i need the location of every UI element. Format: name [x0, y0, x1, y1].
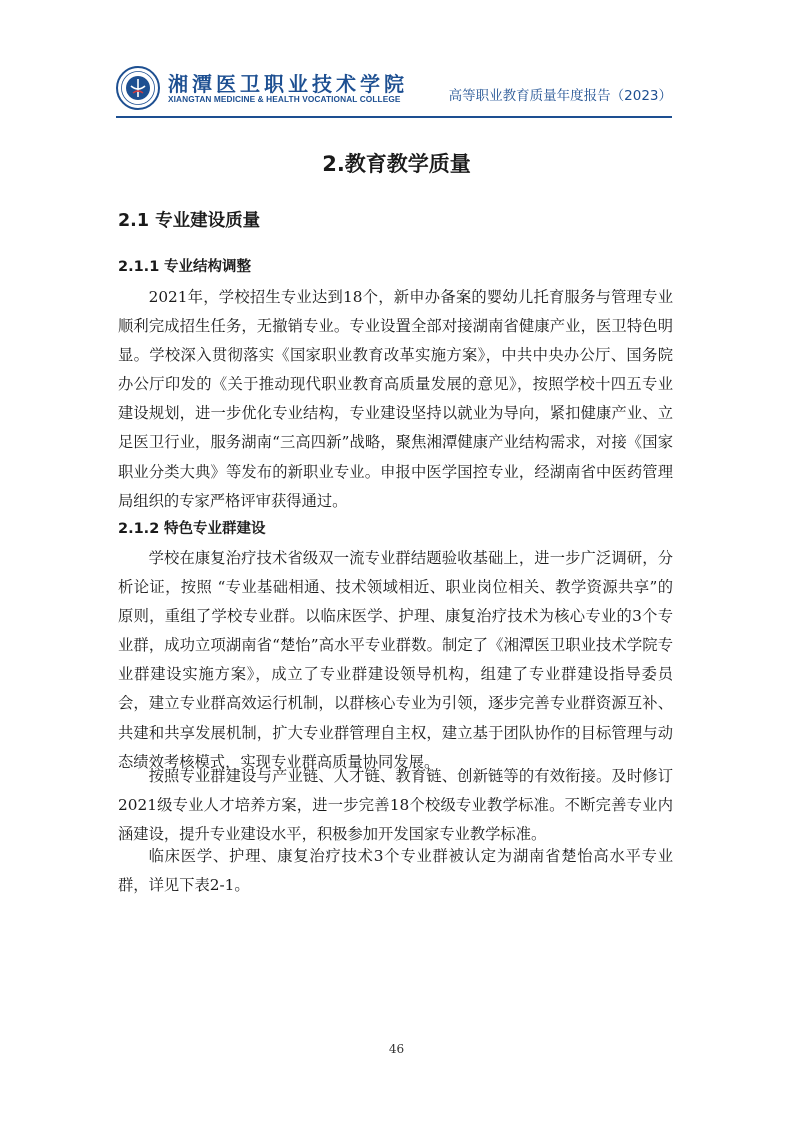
school-name-en: XIANGTAN MEDICINE & HEALTH VOCATIONAL COLLEGE — [168, 94, 401, 104]
report-title: 高等职业教育质量年度报告（2023） — [448, 88, 672, 104]
body-paragraph: 临床医学、护理、康复治疗技术3个专业群被认定为湖南省楚怡高水平专业群，详见下表2-1。 — [118, 847, 673, 895]
body-paragraph: 2021年，学校招生专业达到18个，新申办备案的婴幼儿托育服务与管理专业顺利完成招生任务，无撤销专业。专业设置全部对接湖南省健康产业，医卫特色明显。学校深入贯彻落实《国家职业教育改革实施方案》，中共中央办公厅、国务院办公厅印发的《关于推动现代职业教育高质量发展的意见》，按照学校十四五专业建设规划，进一步优化专业结构，专业建设坚持以就业为导向，紧扣健康产业、立足医卫行业，服务湖南“三高四新”战略，聚焦湘潭健康产业结构需求，对接《国家职业分类大典》等发布的新职业专业。申报中医学国控专业，经湖南省中医药管理局组织的专家严格评审获得通过。 — [118, 288, 673, 510]
header-divider — [116, 116, 672, 118]
school-logo-icon — [116, 66, 160, 110]
body-paragraph: 学校在康复治疗技术省级双一流专业群结题验收基础上，进一步广泛调研，分析论证，按照 “专业基础相通、技术领域相近、职业岗位相关、教学资源共享”的原则，重组了学校专业群。以临床医学、护理、康复治疗技术为核心专业的3个专业群，成功立项湖南省“楚怡”高水平专业群数。制定了《湘潭医卫职业技术学院专业群建设实施方案》，成立了专业群建设领导机构，组建了专业群建设指导委员会，建立专业群高效运行机制，以群核心专业为引领，逐步完善专业群资源互补、共建和共享发展机制，扩大专业群管理自主权，建立基于团队协作的目标管理与动态绩效考核模式，实现专业群高质量协同发展。 — [118, 549, 673, 771]
section-title: 2.1 专业建设质量 — [118, 211, 261, 231]
page-number: 46 — [388, 1042, 405, 1056]
subsection-number: 2.1.1 — [118, 259, 160, 275]
school-name-cn: 湘潭医卫职业技术学院 — [168, 72, 408, 96]
subsection-label: 专业结构调整 — [164, 259, 251, 275]
page-header — [116, 66, 672, 114]
body-paragraph: 按照专业群建设与产业链、人才链、教育链、创新链等的有效衔接。及时修订2021级专业人才培养方案，进一步完善18个校级专业教学标准。不断完善专业内涵建设，提升专业建设水平，积极参加开发国家专业教学标准。 — [118, 767, 673, 844]
subsection-title-structure — [118, 255, 251, 276]
subsection-number: 2.1.2 — [118, 521, 160, 537]
subsection-label: 特色专业群建设 — [164, 521, 266, 537]
chapter-title: 2.教育教学质量 — [322, 152, 471, 176]
subsection-title-featured-groups — [118, 517, 266, 538]
